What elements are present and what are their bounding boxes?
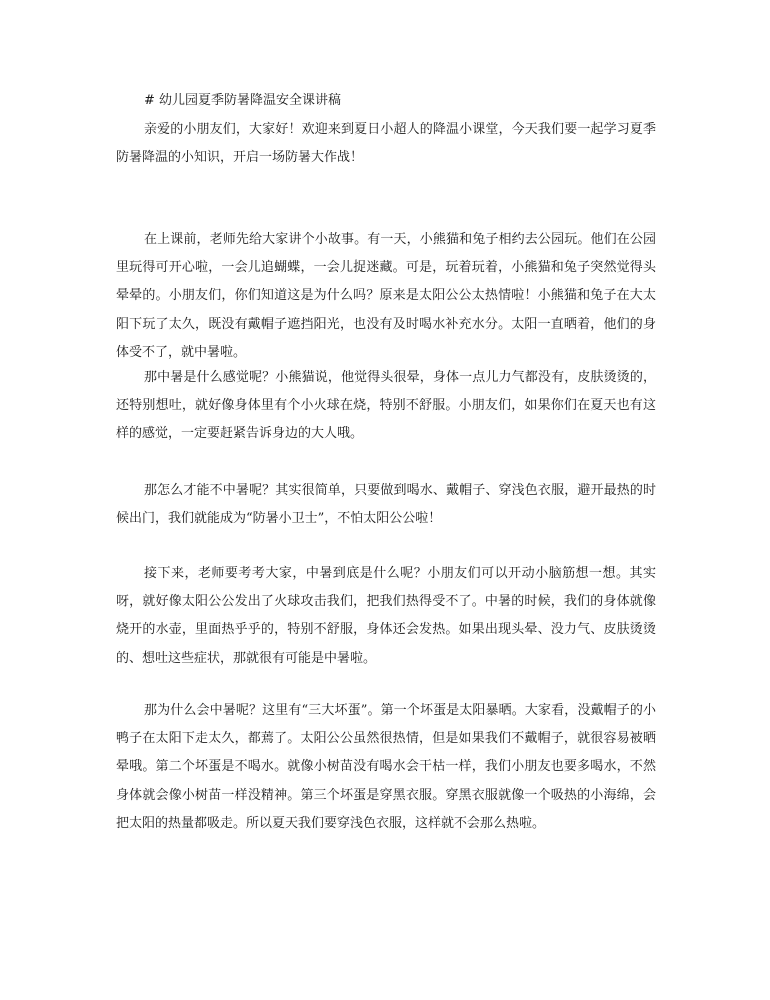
paragraph-prevention: 那怎么才能不中暑呢？其实很简单，只要做到喝水、戴帽子、穿浅色衣服，避开最热的时候出门，我们就能成为“防暑小卫士”，不怕太阳公公啦！	[116, 483, 656, 527]
paragraph-what-is-heatstroke: 接下来，老师要考考大家，中暑到底是什么呢？小朋友们可以开动小脑筋想一想。其实呀，就好像太阳公公发出了火球攻击我们，把我们热得受不了。中暑的时候，我们的身体就像烧开的水壶，里面热乎乎的，特别不舒服，身体还会发热。如果出现头晕、没力气、皮肤烫烫的、想吐这些症状，那就很有可能是中暑啦。	[116, 566, 656, 666]
paragraph-intro: 亲爱的小朋友们，大家好！欢迎来到夏日小超人的降温小课堂，今天我们要一起学习夏季防暑降温的小知识，开启一场防暑大作战！	[116, 122, 656, 166]
document-title: # 幼儿园夏季防暑降温安全课讲稿	[144, 93, 342, 108]
paragraph-three-causes: 那为什么会中暑呢？这里有“三大坏蛋”。第一个坏蛋是太阳暴晒。大家看，没戴帽子的小鸭子在太阳下走太久，都蔫了。太阳公公虽然很热情，但是如果我们不戴帽子，就很容易被晒晕哦。第二个坏蛋是不喝水。就像小树苗没有喝水会干枯一样，我们小朋友也要多喝水，不然身体就会像小树苗一样没精神。第三个坏蛋是穿黑衣服。穿黑衣服就像一个吸热的小海绵，会把太阳的热量都吸走。所以夏天我们要穿浅色衣服，这样就不会那么热啦。	[116, 703, 656, 831]
paragraph-symptoms: 那中暑是什么感觉呢？小熊猫说，他觉得头很晕，身体一点儿力气都没有，皮肤烫烫的，还特别想吐，就好像身体里有个小火球在烧，特别不舒服。小朋友们，如果你们在夏天也有这样的感觉，一定要赶紧告诉身边的大人哦。	[116, 370, 656, 442]
paragraph-story: 在上课前，老师先给大家讲个小故事。有一天，小熊猫和兔子相约去公园玩。他们在公园里玩得可开心啦，一会儿追蝴蝶，一会儿捉迷藏。可是，玩着玩着，小熊猫和兔子突然觉得头晕晕的。小朋友们，你们知道这是为什么吗？原来是太阳公公太热情啦！小熊猫和兔子在大太阳下玩了太久，既没有戴帽子遮挡阳光，也没有及时喝水补充水分。太阳一直晒着，他们的身体受不了，就中暑啦。	[116, 232, 656, 360]
